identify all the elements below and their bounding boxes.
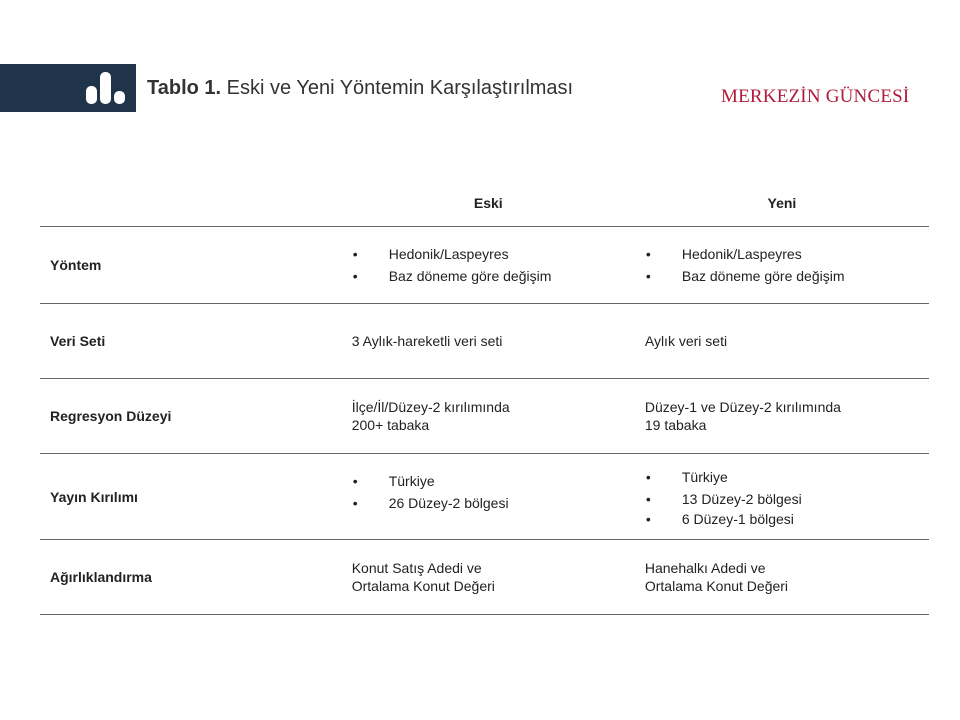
column-header-empty	[40, 180, 342, 227]
cell-text: Konut Satış Adedi ve	[351, 560, 482, 576]
cell-old	[342, 379, 635, 454]
list-item: • Türkiye	[657, 466, 929, 488]
cell-old	[342, 304, 635, 379]
cell-old	[342, 540, 635, 615]
row-label: Veri Seti	[40, 304, 342, 379]
cell-new	[635, 379, 929, 454]
cell-text: Ortalama Konut Değeri	[644, 578, 789, 594]
title-bold: Tablo 1.	[147, 77, 222, 99]
table-header-row	[40, 180, 929, 227]
list-item: • Türkiye	[364, 470, 635, 492]
table-row	[40, 304, 929, 379]
list-item: • 6 Düzey-1 bölgesi	[657, 510, 929, 528]
column-header-new: Yeni	[635, 180, 929, 227]
row-label: Yöntem	[40, 227, 342, 304]
table-row	[40, 540, 929, 615]
row-label: Yayın Kırılımı	[40, 454, 342, 540]
logo-block	[0, 64, 136, 112]
column-header-old: Eski	[342, 180, 635, 227]
row-label: Regresyon Düzeyi	[40, 379, 342, 454]
list-item: • Hedonik/Laspeyres	[364, 243, 635, 265]
table-row	[40, 379, 929, 454]
page-title	[147, 77, 573, 100]
cell-new	[635, 540, 929, 615]
cell-old	[342, 454, 635, 540]
bar-chart-icon	[84, 72, 128, 104]
cell-text: Ortalama Konut Değeri	[351, 578, 495, 594]
cell-new	[635, 227, 929, 304]
list-item: • Baz döneme göre değişim	[364, 265, 635, 287]
cell-new	[635, 304, 929, 379]
table-row	[40, 227, 929, 304]
cell-text: Düzey-1 ve Düzey-2 kırılımında	[644, 399, 841, 415]
cell-old	[342, 227, 635, 304]
list-item: • 13 Düzey-2 bölgesi	[657, 488, 929, 510]
cell-text: 200+ tabaka	[351, 417, 430, 433]
list-item: • Baz döneme göre değişim	[657, 265, 929, 287]
cell-text: Aylık veri seti	[644, 333, 728, 349]
title-text: Eski ve Yeni Yöntemin Karşılaştırılması	[226, 77, 574, 99]
table-row	[40, 454, 929, 540]
cell-text: 3 Aylık-hareketli veri seti	[351, 333, 503, 349]
cell-text: 19 tabaka	[644, 417, 707, 433]
list-item: • 26 Düzey-2 bölgesi	[364, 492, 635, 514]
cell-text: İlçe/İl/Düzey-2 kırılımında	[351, 399, 510, 415]
list-item: • Hedonik/Laspeyres	[657, 243, 929, 265]
comparison-table	[40, 180, 929, 615]
cell-new	[635, 454, 929, 540]
row-label: Ağırlıklandırma	[40, 540, 342, 615]
cell-text: Hanehalkı Adedi ve	[644, 560, 766, 576]
brand-logo-text: MERKEZİN GÜNCESİ	[721, 86, 910, 107]
